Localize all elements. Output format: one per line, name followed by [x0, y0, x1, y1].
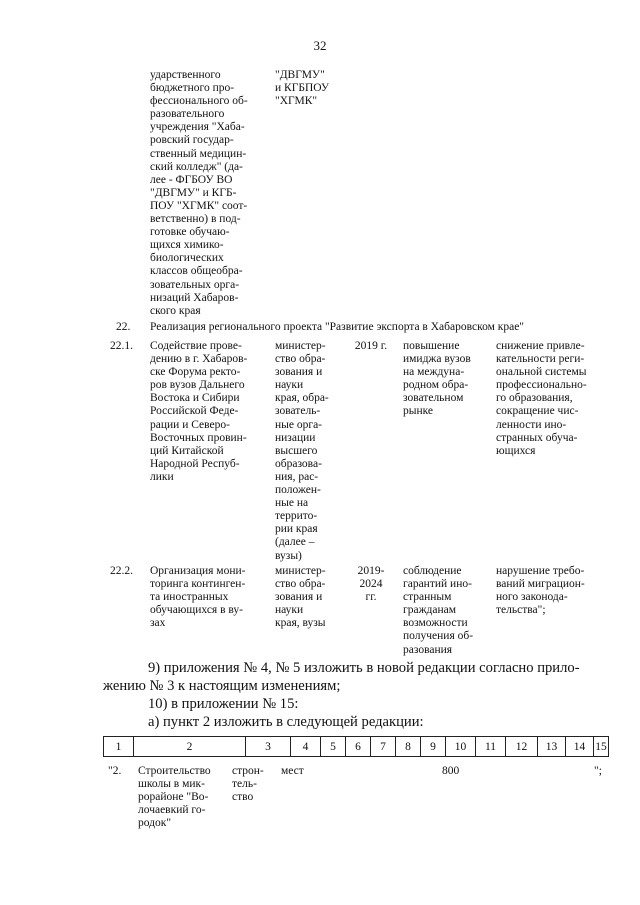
row-22-2-responsible: министер- ство обра- зования и науки края, вузы	[275, 565, 326, 630]
paragraph-a: а) пункт 2 изложить в следующей редакции:	[148, 714, 424, 730]
column-numbers-row	[104, 737, 609, 757]
row-22-2-activity: Организация мони- торинга континген- та иностранных обучающихся в ву- зах	[150, 565, 246, 630]
new-row-type: строн- тель- ство	[232, 765, 264, 804]
row-22-1-activity: Содействие прове- дению в г. Хабаров- ске Форума ректо- ров вузов Дальнего Востока и Сибири Российской Феде- рации и Северо- Восточных провин- ций Китайской Народной Респуб- лики	[150, 340, 248, 483]
row-22-1-result: повышение имиджа вузов на междуна- родном обра- зовательном рынке	[403, 340, 471, 418]
row-22-1-number: 22.1.	[110, 340, 133, 352]
row-22-1-term: 2019 г.	[354, 340, 388, 352]
column-number-cell: 4	[291, 737, 321, 757]
row21-activity-text: ударственного бюджетного про- фессионального об- разовательного учреждения "Хаба- ровский государ- ственный медицин- ский колледж" (да- лее - ФГБОУ ВО "ДВГМУ" и КГБ- ПОУ "ХГМК" соот- ветственно) в под- готовке обучаю- щихся химико- биологических классов общеобра- зовательных орга- низаций Хабаров- ского края	[150, 69, 248, 317]
column-number-cell: 9	[421, 737, 446, 757]
column-number-cell: 15	[594, 737, 609, 757]
section-22-number: 22.	[116, 321, 131, 333]
new-row-end: ";	[594, 765, 602, 777]
section-22-title: Реализация регионального проекта "Развитие экспорта в Хабаровском крае"	[150, 321, 524, 333]
column-number-cell: 3	[246, 737, 291, 757]
row-22-2-risk: нарушение требо- ваний миграцион- ного законода- тельства";	[496, 565, 585, 617]
new-row-number: "2.	[108, 765, 122, 777]
columns-number-table	[103, 736, 609, 757]
column-number-cell: 13	[538, 737, 566, 757]
paragraph-10: 10) в приложении № 15:	[148, 696, 299, 712]
column-number-cell: 8	[396, 737, 421, 757]
row-22-2-result: соблюдение гарантий ино- странным гражданам возможности получения об- разования	[403, 565, 474, 656]
column-number-cell: 10	[446, 737, 476, 757]
paragraph-9-line-1: 9) приложения № 4, № 5 изложить в новой редакции согласно прило-	[148, 660, 580, 676]
column-number-cell: 2	[134, 737, 246, 757]
new-row-name: Строительство школы в мик- рорайоне "Во- лочаевкий го- родок"	[138, 765, 211, 830]
page-number: 32	[313, 38, 327, 53]
column-number-cell: 12	[506, 737, 538, 757]
new-row-value: 800	[442, 765, 460, 777]
paragraph-9-line-2: жению № 3 к настоящим изменениям;	[103, 678, 341, 694]
column-number-cell: 14	[566, 737, 594, 757]
column-number-cell: 6	[346, 737, 371, 757]
row-22-1-risk: снижение привле- кательности реги- ональной системы профессионально- го образования, сокращение чис- ленности ино- странных обуча- ющихся	[496, 340, 587, 457]
row-22-1-responsible: министер- ство обра- зования и науки края, обра- зователь- ные орга- низации высшего образова- ния, рас- положен- ные на террито- рии края (далее – вузы)	[275, 340, 329, 562]
column-number-cell: 1	[104, 737, 134, 757]
new-row-unit: мест	[281, 765, 304, 777]
row-22-2-term: 2019- 2024 гг.	[357, 565, 385, 604]
column-number-cell: 5	[321, 737, 346, 757]
row-22-2-number: 22.2.	[110, 565, 133, 577]
column-number-cell: 11	[476, 737, 506, 757]
column-number-cell: 7	[371, 737, 396, 757]
row21-responsible-text: "ДВГМУ" и КГБПОУ "ХГМК"	[275, 69, 330, 108]
